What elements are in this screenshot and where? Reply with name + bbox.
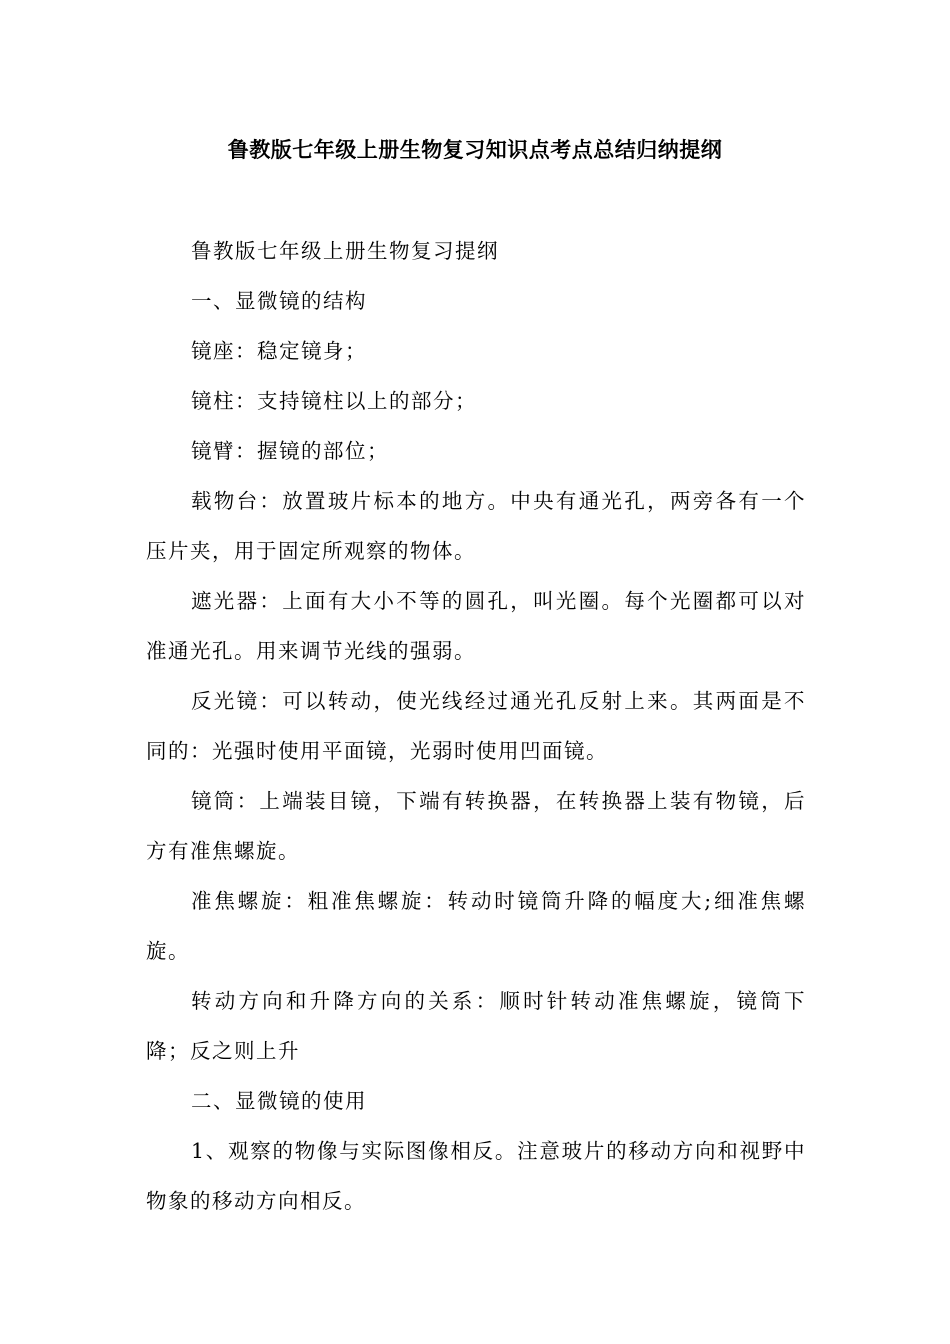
paragraph-diaphragm: 遮光器：上面有大小不等的圆孔，叫光圈。每个光圈都可以对准通光孔。用来调节光线的强弱。 <box>146 589 806 663</box>
paragraph-usage-1: 1、观察的物像与实际图像相反。注意玻片的移动方向和视野中物象的移动方向相反。 <box>146 1139 806 1213</box>
section-heading-structure: 一、显微镜的结构 <box>191 289 367 313</box>
subtitle-paragraph: 鲁教版七年级上册生物复习提纲 <box>191 239 499 263</box>
paragraph-base: 镜座：稳定镜身； <box>191 339 367 363</box>
paragraph-mirror: 反光镜：可以转动，使光线经过通光孔反射上来。其两面是不同的：光强时使用平面镜，光弱时使用凹面镜。 <box>146 689 806 763</box>
paragraph-tube: 镜筒：上端装目镜，下端有转换器，在转换器上装有物镜，后方有准焦螺旋。 <box>146 789 806 863</box>
document-body <box>146 226 806 1226</box>
paragraph-stage: 载物台：放置玻片标本的地方。中央有通光孔，两旁各有一个压片夹，用于固定所观察的物体。 <box>146 489 806 563</box>
paragraph-arm: 镜臂：握镜的部位； <box>191 439 389 463</box>
paragraph-rotation: 转动方向和升降方向的关系：顺时针转动准焦螺旋，镜筒下降；反之则上升 <box>146 989 806 1063</box>
paragraph-focus-knob: 准焦螺旋：粗准焦螺旋：转动时镜筒升降的幅度大;细准焦螺旋。 <box>146 889 806 963</box>
section-heading-usage: 二、显微镜的使用 <box>191 1089 367 1113</box>
paragraph-pillar: 镜柱：支持镜柱以上的部分； <box>191 389 477 413</box>
document-title: 鲁教版七年级上册生物复习知识点考点总结归纳提纲 <box>227 138 723 162</box>
